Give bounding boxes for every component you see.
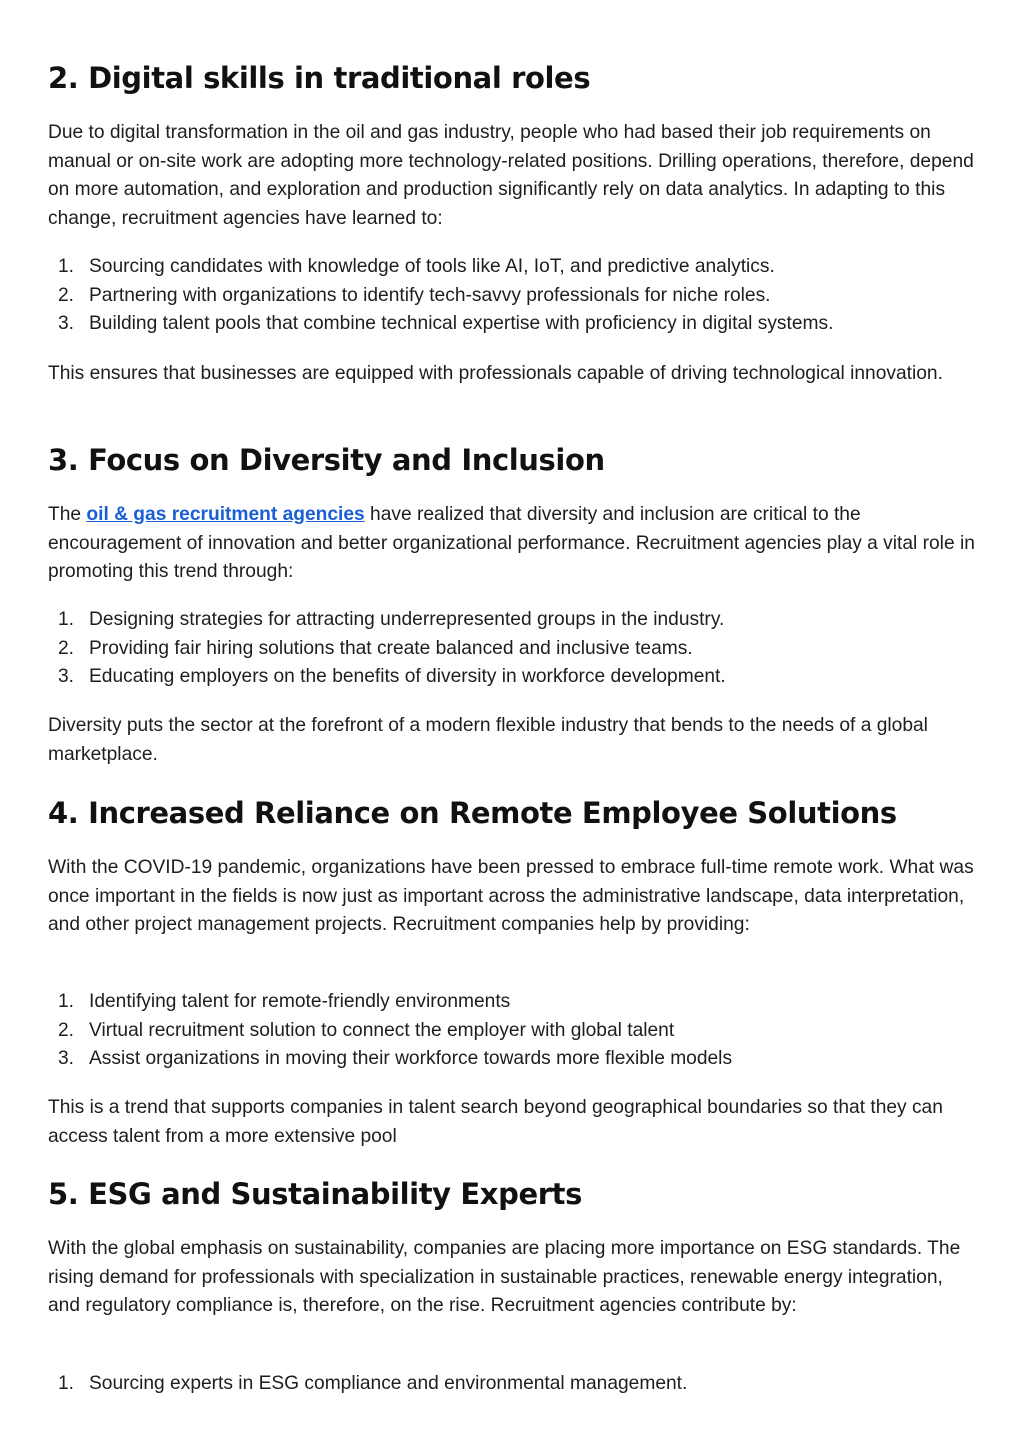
section-heading: 4. Increased Reliance on Remote Employee Solutions — [48, 796, 897, 830]
section-intro: The oil & gas recruitment agencies have realized that diversity and inclusion are critical to the encouragement of innovation and better organizational performance. Recruitment agencies play a vital role in promoting this trend through: — [48, 504, 975, 582]
list-item: 2. Providing fair hiring solutions that create balanced and inclusive teams. — [58, 637, 693, 659]
list-item: 1. Identifying talent for remote-friendly environments — [58, 991, 511, 1012]
section-outro: This ensures that businesses are equipped with professionals capable of driving technological innovation. — [48, 363, 943, 384]
section-outro: Diversity puts the sector at the forefront of a modern flexible industry that bends to the needs of a global marketplace. — [48, 715, 928, 765]
list-item: 1. Designing strategies for attracting underrepresented groups in the industry. — [58, 609, 725, 630]
section-intro: With the global emphasis on sustainability, companies are placing more importance on ESG standards. The rising demand for professionals with specialization in sustainable practices, renewable energy integration, and regulatory compliance is, therefore, on the rise. Recruitment agencies contribute by: — [48, 1238, 961, 1316]
list-item: 2. Partnering with organizations to identify tech-savvy professionals for niche roles. — [58, 284, 771, 306]
list-item: 2. Virtual recruitment solution to connect the employer with global talent — [58, 1019, 675, 1041]
list-item: 3. Assist organizations in moving their workforce towards more flexible models — [58, 1048, 733, 1070]
list-item: 3. Building talent pools that combine technical expertise with proficiency in digital systems. — [58, 313, 834, 335]
section-outro: This is a trend that supports companies in talent search beyond geographical boundaries so that they can access talent from a more extensive pool — [48, 1097, 943, 1147]
section-heading: 3. Focus on Diversity and Inclusion — [48, 443, 605, 477]
section-intro: With the COVID-19 pandemic, organizations have been pressed to embrace full-time remote work. What was once important in the fields is now just as important across the administrative landscape, data interpretation, and other project management projects. Recruitment companies help by providing: — [48, 857, 974, 935]
section-heading: 2. Digital skills in traditional roles — [48, 61, 591, 95]
list-item: 3. Educating employers on the benefits of diversity in workforce development. — [58, 666, 726, 688]
numbered-list — [48, 1370, 978, 1399]
numbered-list — [48, 606, 978, 692]
section-intro: Due to digital transformation in the oil and gas industry, people who had based their job requirements on manual or on-site work are adopting more technology-related positions. Drilling operations, therefore, depend on more automation, and exploration and production significantly rely on data analytics. In adapting to this change, recruitment agencies have learned to: — [48, 122, 974, 229]
recruitment-agencies-link[interactable]: oil & gas recruitment agencies — [86, 504, 365, 525]
section-heading: 5. ESG and Sustainability Experts — [48, 1177, 582, 1211]
list-item: 1. Sourcing experts in ESG compliance and environmental management. — [58, 1373, 688, 1394]
numbered-list — [48, 988, 978, 1074]
list-item: 1. Sourcing candidates with knowledge of tools like AI, IoT, and predictive analytics. — [58, 256, 775, 277]
numbered-list — [48, 253, 978, 339]
